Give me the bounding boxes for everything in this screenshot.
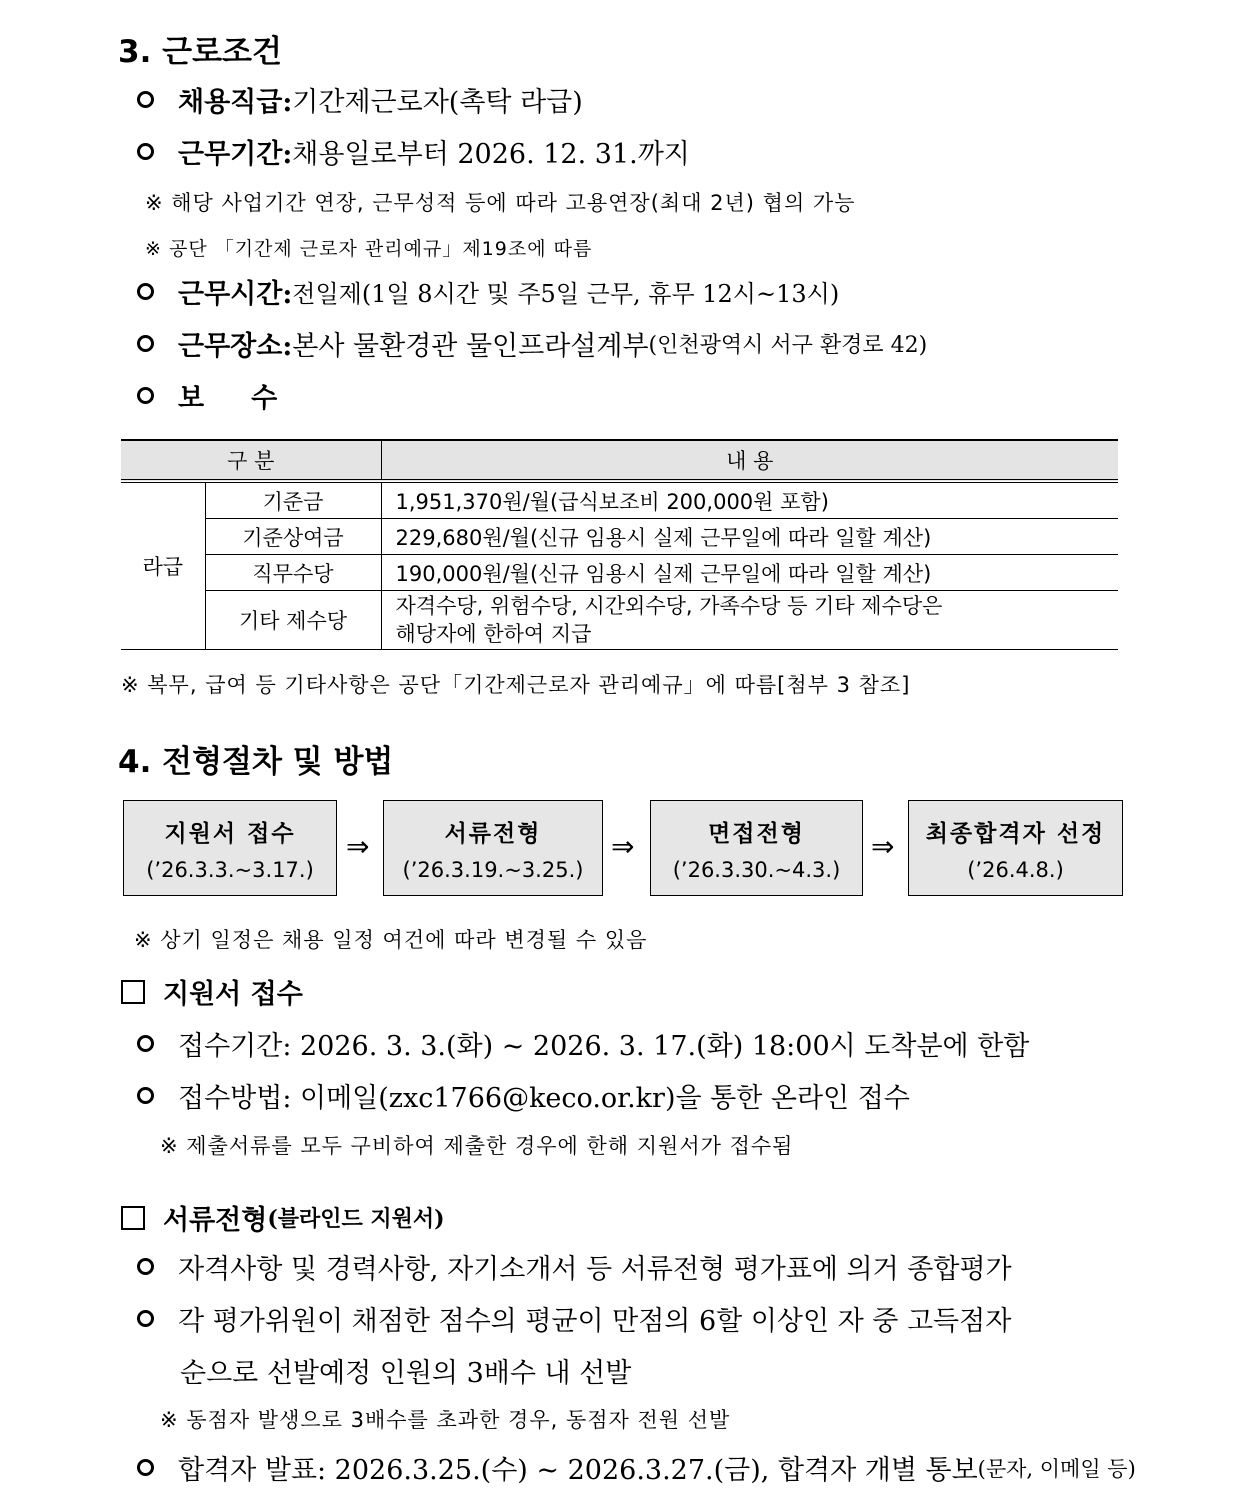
announce-text: 합격자 발표: 2026.3.25.(수) ~ 2026.3.27.(금), 합격자 개별 통보 — [178, 1455, 978, 1486]
bullet-apply-method — [137, 1076, 910, 1115]
pay-item-cell: 기준상여금 — [205, 519, 381, 555]
circle-bullet-icon — [137, 335, 154, 352]
circle-bullet-icon — [137, 283, 154, 300]
pay-header-category: 구 분 — [121, 440, 381, 481]
pay-content-line: 해당자에 한하여 지급 — [395, 622, 592, 646]
circle-bullet-icon — [137, 1035, 154, 1052]
period-label: 근무기간: — [178, 139, 293, 170]
document-heading — [121, 1198, 445, 1237]
pay-item-cell: 기타 제수당 — [205, 591, 381, 650]
apply-method-text: 접수방법: 이메일(zxc1766@keco.or.kr)을 통한 온라인 접수 — [178, 1083, 910, 1114]
document-heading-sub: (블라인드 지원서) — [267, 1206, 445, 1232]
apply-period-text: 접수기간: 2026. 3. 3.(화) ~ 2026. 3. 17.(화) 18:00시 도착분에 한함 — [178, 1031, 1030, 1062]
pay-label: 보 수 — [178, 383, 278, 414]
right-arrow-icon: ⇒ — [346, 830, 370, 863]
flow-step-title: 서류전형 — [444, 820, 542, 847]
flow-step-interview — [650, 800, 863, 896]
period-note-1: ※ 해당 사업기간 연장, 근무성적 등에 따라 고용연장(최대 2년) 협의 가능 — [145, 191, 856, 215]
place-address: (인천광역시 서구 환경로 42) — [648, 333, 928, 358]
circle-bullet-icon — [137, 143, 154, 160]
document-item-2-cont: 순으로 선발예정 인원의 3배수 내 선발 — [180, 1358, 632, 1389]
bullet-grade — [137, 80, 583, 119]
flow-step-apply — [123, 800, 337, 896]
pay-note: ※ 복무, 급여 등 기타사항은 공단「기간제근로자 관리예규」에 따름[첨부 3 참조] — [121, 673, 911, 697]
flow-note: ※ 상기 일정은 채용 일정 여건에 따라 변경될 수 있음 — [134, 928, 648, 952]
square-bullet-icon — [121, 1206, 145, 1230]
pay-grade-cell: 라급 — [121, 481, 205, 650]
grade-label: 채용직급: — [178, 87, 293, 118]
announce-sub: (문자, 이메일 등) — [977, 1456, 1136, 1481]
period-note-2: ※ 공단 「기간제 근로자 관리예규」제19조에 따름 — [145, 238, 593, 260]
circle-bullet-icon — [137, 91, 154, 108]
pay-content-line: 자격수당, 위험수당, 시간외수당, 가족수당 등 기타 제수당은 — [395, 594, 943, 618]
bullet-document-1 — [137, 1247, 1012, 1286]
flow-step-date: (’26.3.30.~4.3.) — [672, 857, 841, 882]
pay-table — [121, 439, 1118, 650]
bullet-period — [137, 132, 690, 171]
flow-step-title: 지원서 접수 — [164, 820, 296, 847]
document-note: ※ 동점자 발생으로 3배수를 초과한 경우, 동점자 전원 선발 — [160, 1408, 731, 1432]
flow-step-title: 면접전형 — [708, 820, 805, 847]
circle-bullet-icon — [137, 387, 154, 404]
apply-note: ※ 제출서류를 모두 구비하여 제출한 경우에 한해 지원서가 접수됨 — [160, 1134, 794, 1158]
section4-title: 4. 전형절차 및 방법 — [118, 744, 394, 780]
circle-bullet-icon — [137, 1087, 154, 1104]
flow-step-date: (’26.3.19.~3.25.) — [402, 857, 584, 882]
hours-label: 근무시간: — [178, 279, 293, 310]
right-arrow-icon: ⇒ — [611, 830, 635, 863]
bullet-apply-period — [137, 1024, 1029, 1063]
apply-heading — [121, 972, 303, 1011]
document-item-2: 각 평가위원이 채점한 점수의 평균이 만점의 6할 이상인 자 중 고득점자 — [178, 1306, 1012, 1337]
pay-content-cell: 190,000원/월(신규 임용시 실제 근무일에 따라 일할 계산) — [381, 555, 1118, 591]
flow-step-final — [908, 800, 1123, 896]
document-item-1: 자격사항 및 경력사항, 자기소개서 등 서류전형 평가표에 의거 종합평가 — [178, 1254, 1012, 1285]
pay-content-cell: 1,951,370원/월(급식보조비 200,000원 포함) — [381, 481, 1118, 519]
table-row — [121, 555, 1118, 591]
bullet-announce — [137, 1448, 1136, 1487]
bullet-place — [137, 324, 927, 363]
pay-content-cell: 229,680원/월(신규 임용시 실제 근무일에 따라 일할 계산) — [381, 519, 1118, 555]
pay-item-cell: 직무수당 — [205, 555, 381, 591]
pay-header-content: 내 용 — [381, 440, 1118, 481]
pay-content-cell — [381, 591, 1118, 650]
flow-step-title: 최종합격자 선정 — [925, 820, 1106, 847]
place-label: 근무장소: — [178, 331, 293, 362]
pay-table-header — [121, 440, 1118, 481]
document-heading-text: 서류전형 — [163, 1205, 268, 1236]
table-row — [121, 519, 1118, 555]
flow-step-date: (’26.4.8.) — [967, 857, 1064, 882]
place-value: 본사 물환경관 물인프라설계부 — [292, 331, 649, 362]
period-value: 채용일로부터 2026. 12. 31.까지 — [292, 139, 690, 170]
bullet-document-2 — [137, 1299, 1011, 1338]
table-row — [121, 481, 1118, 519]
bullet-pay — [137, 376, 277, 415]
apply-heading-text: 지원서 접수 — [163, 979, 303, 1010]
section3-title: 3. 근로조건 — [118, 34, 282, 70]
table-row — [121, 591, 1118, 650]
circle-bullet-icon — [137, 1258, 154, 1275]
square-bullet-icon — [121, 980, 145, 1004]
flow-step-date: (’26.3.3.~3.17.) — [146, 857, 314, 882]
right-arrow-icon: ⇒ — [871, 830, 895, 863]
flow-step-document — [383, 800, 603, 896]
hours-value: 전일제(1일 8시간 및 주5일 근무, 휴무 12시~13시) — [292, 280, 840, 308]
pay-item-cell: 기준금 — [205, 481, 381, 519]
circle-bullet-icon — [137, 1459, 154, 1476]
bullet-hours — [137, 272, 839, 311]
grade-value: 기간제근로자(촉탁 라급) — [292, 87, 583, 118]
circle-bullet-icon — [137, 1310, 154, 1327]
